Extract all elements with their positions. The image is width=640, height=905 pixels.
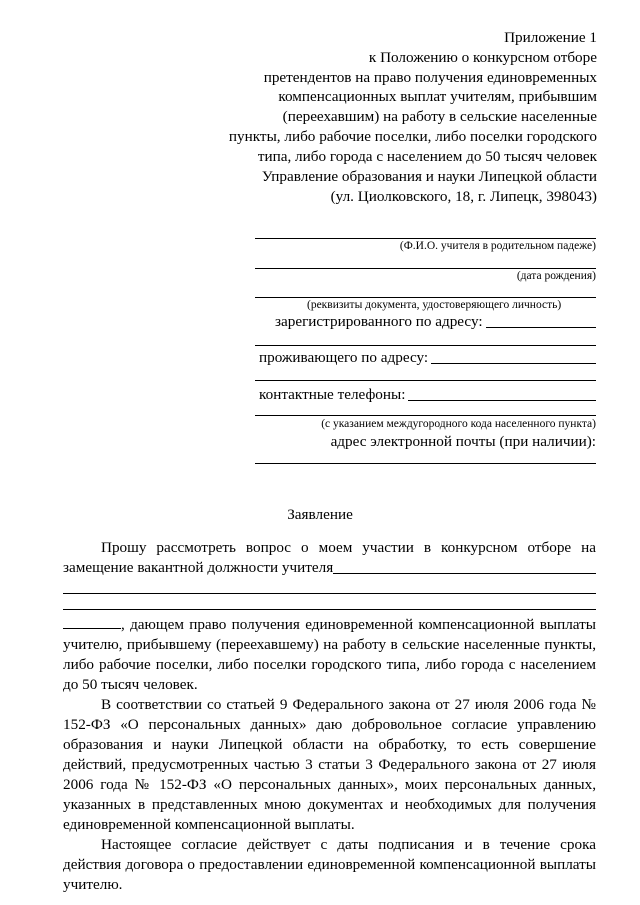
position-label: замещение вакантной должности учителя xyxy=(63,559,334,576)
paragraph-validity: Настоящее согласие действует с даты подписания и в течение срока действия договора о предоставлении единовременной компенсационной выплаты учителю. xyxy=(63,836,596,893)
recipient-address: (ул. Циолковского, 18, г. Липецк, 398043) xyxy=(330,188,597,205)
paragraph-request-start: Прошу рассмотреть вопрос о моем участии в конкурсном отборе на xyxy=(101,539,596,556)
spacer xyxy=(255,283,596,297)
phones-input[interactable] xyxy=(408,400,596,401)
registered-address-line2[interactable] xyxy=(255,332,596,348)
position-input-end[interactable] xyxy=(63,614,121,629)
dob-caption: (дата рождения) xyxy=(516,270,596,282)
position-input-line2[interactable] xyxy=(63,578,596,598)
registered-address-label: зарегистрированного по адресу: xyxy=(275,313,483,330)
living-address-line2[interactable] xyxy=(255,368,596,383)
paragraph-consent: В соответствии со статьей 9 Федерального закона от 27 июля 2006 года № 152-ФЗ «О персональных данных» даю добровольное согласие управлению образования и науки Липецкой области на обработку, то есть совершение действий, предусмотренных частью 3 статьи 3 Федерального закона от 27 июля 2006 года № 152-ФЗ «О персональных данных», моих персональных данных, указанных в представленных мною документах и необходимых для получения единовременной компенсационной выплаты. xyxy=(63,696,596,833)
header-line: претендентов на право получения единовременных xyxy=(263,68,597,86)
recipient-name: Управление образования и науки Липецкой области xyxy=(261,168,597,185)
appendix-header xyxy=(177,28,597,167)
phones-row xyxy=(255,385,596,405)
phones-caption: (с указанием междугородного кода населенного пункта) xyxy=(321,418,596,430)
email-input[interactable] xyxy=(255,452,596,468)
header-line: Приложение 1 xyxy=(504,29,597,46)
living-address-row xyxy=(255,348,596,368)
position-input[interactable] xyxy=(333,573,596,574)
application-body xyxy=(63,538,596,895)
position-input-line3[interactable] xyxy=(63,598,596,614)
email-row xyxy=(255,432,596,452)
document-caption: (реквизиты документа, удостоверяющего личность) xyxy=(307,299,562,311)
living-address-input[interactable] xyxy=(431,363,596,364)
registered-address-row xyxy=(255,312,596,332)
header-line: (переехавшим) на работу в сельские населенные xyxy=(282,108,597,126)
fio-caption: (Ф.И.О. учителя в родительном падеже) xyxy=(399,240,596,252)
header-line: компенсационных выплат учителям, прибывшим xyxy=(278,88,597,106)
applicant-fields xyxy=(255,226,596,468)
header-line: типа, либо города с населением до 50 тысяч человек xyxy=(257,147,597,165)
registered-address-input[interactable] xyxy=(486,327,596,328)
paragraph-request-text: , дающем право получения единовременной компенсационной выплаты учителю, прибывшему (переехавшему) на работу в сельские населенные пункты, либо рабочие поселки, либо поселки городского типа, либо города с населением до 50 тысяч человек. xyxy=(63,616,596,693)
living-address-label: проживающего по адресу: xyxy=(259,349,429,366)
position-row xyxy=(63,558,596,578)
spacer xyxy=(255,226,596,238)
header-line: пункты, либо рабочие поселки, либо поселки городского xyxy=(228,127,597,145)
phones-line2[interactable] xyxy=(255,405,596,417)
phones-label: контактные телефоны: xyxy=(259,386,406,403)
recipient-block xyxy=(177,167,597,207)
spacer xyxy=(255,253,596,268)
email-label: адрес электронной почты (при наличии): xyxy=(330,433,596,450)
header-line: к Положению о конкурсном отборе xyxy=(368,48,597,66)
paragraph-request-cont xyxy=(63,614,596,695)
document-title: Заявление xyxy=(287,506,353,523)
